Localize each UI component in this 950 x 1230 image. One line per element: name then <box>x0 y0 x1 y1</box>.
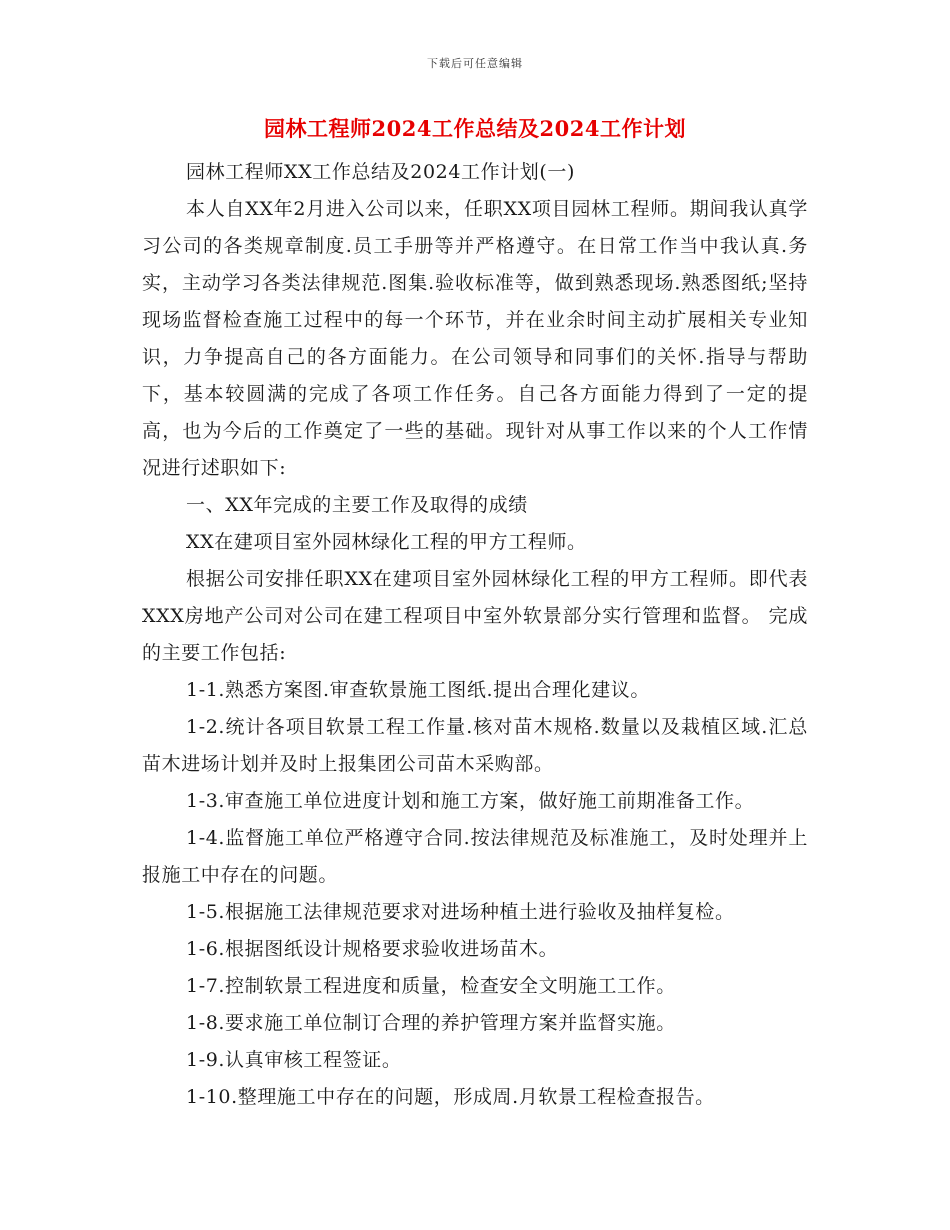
section-heading: 一、XX年完成的主要工作及取得的成绩 <box>186 494 528 516</box>
list-item: 1-2.统计各项目软景工程工作量.核对苗木规格.数量以及栽植区域.汇总苗木进场计划并及时上报集团公司苗木采购部。 <box>142 716 808 775</box>
list-item: 1-8.要求施工单位制订合理的养护管理方案并监督实施。 <box>186 1012 676 1034</box>
paragraph-intro: 本人自XX年2月进入公司以来，任职XX项目园林工程师。期间我认真学习公司的各类规章制度.员工手册等并严格遵守。在日常工作当中我认真.务实，主动学习各类法律规范.图集.验收标准等，做到熟悉现场.熟悉图纸;坚持现场监督检查施工过程中的每一个环节，并在业余时间主动扩展相关专业知识，力争提高自己的各方面能力。在公司领导和同事们的关怀.指导与帮助下，基本较圆满的完成了各项工作任务。自己各方面能力得到了一定的提高，也为今后的工作奠定了一些的基础。现针对从事工作以来的个人工作情况进行述职如下: <box>142 198 808 479</box>
paragraph: 根据公司安排任职XX在建项目室外园林绿化工程的甲方工程师。即代表XXX房地产公司对公司在建工程项目中室外软景部分实行管理和监督。 完成的主要工作包括: <box>142 568 808 664</box>
list-item: 1-1.熟悉方案图.审查软景施工图纸.提出合理化建议。 <box>186 679 650 701</box>
page-header-note: 下载后可任意编辑 <box>427 57 523 70</box>
paragraph-subtitle: 园林工程师XX工作总结及2024工作计划(一) <box>186 161 576 183</box>
document-title: 园林工程师2024工作总结及2024工作计划 <box>264 116 686 141</box>
list-item: 1-3.审查施工单位进度计划和施工方案，做好施工前期准备工作。 <box>186 790 755 812</box>
list-item: 1-10.整理施工中存在的问题，形成周.月软景工程检查报告。 <box>186 1086 715 1108</box>
list-item: 1-5.根据施工法律规范要求对进场种植土进行验收及抽样复检。 <box>186 901 735 923</box>
list-item: 1-7.控制软景工程进度和质量，检查安全文明施工工作。 <box>186 975 676 997</box>
paragraph: XX在建项目室外园林绿化工程的甲方工程师。 <box>186 531 587 553</box>
list-item: 1-6.根据图纸设计规格要求验收进场苗木。 <box>186 938 559 960</box>
list-item: 1-9.认真审核工程签证。 <box>186 1049 402 1071</box>
document-body <box>142 154 808 1116</box>
list-item: 1-4.监督施工单位严格遵守合同.按法律规范及标准施工，及时处理并上报施工中存在的问题。 <box>142 827 808 886</box>
